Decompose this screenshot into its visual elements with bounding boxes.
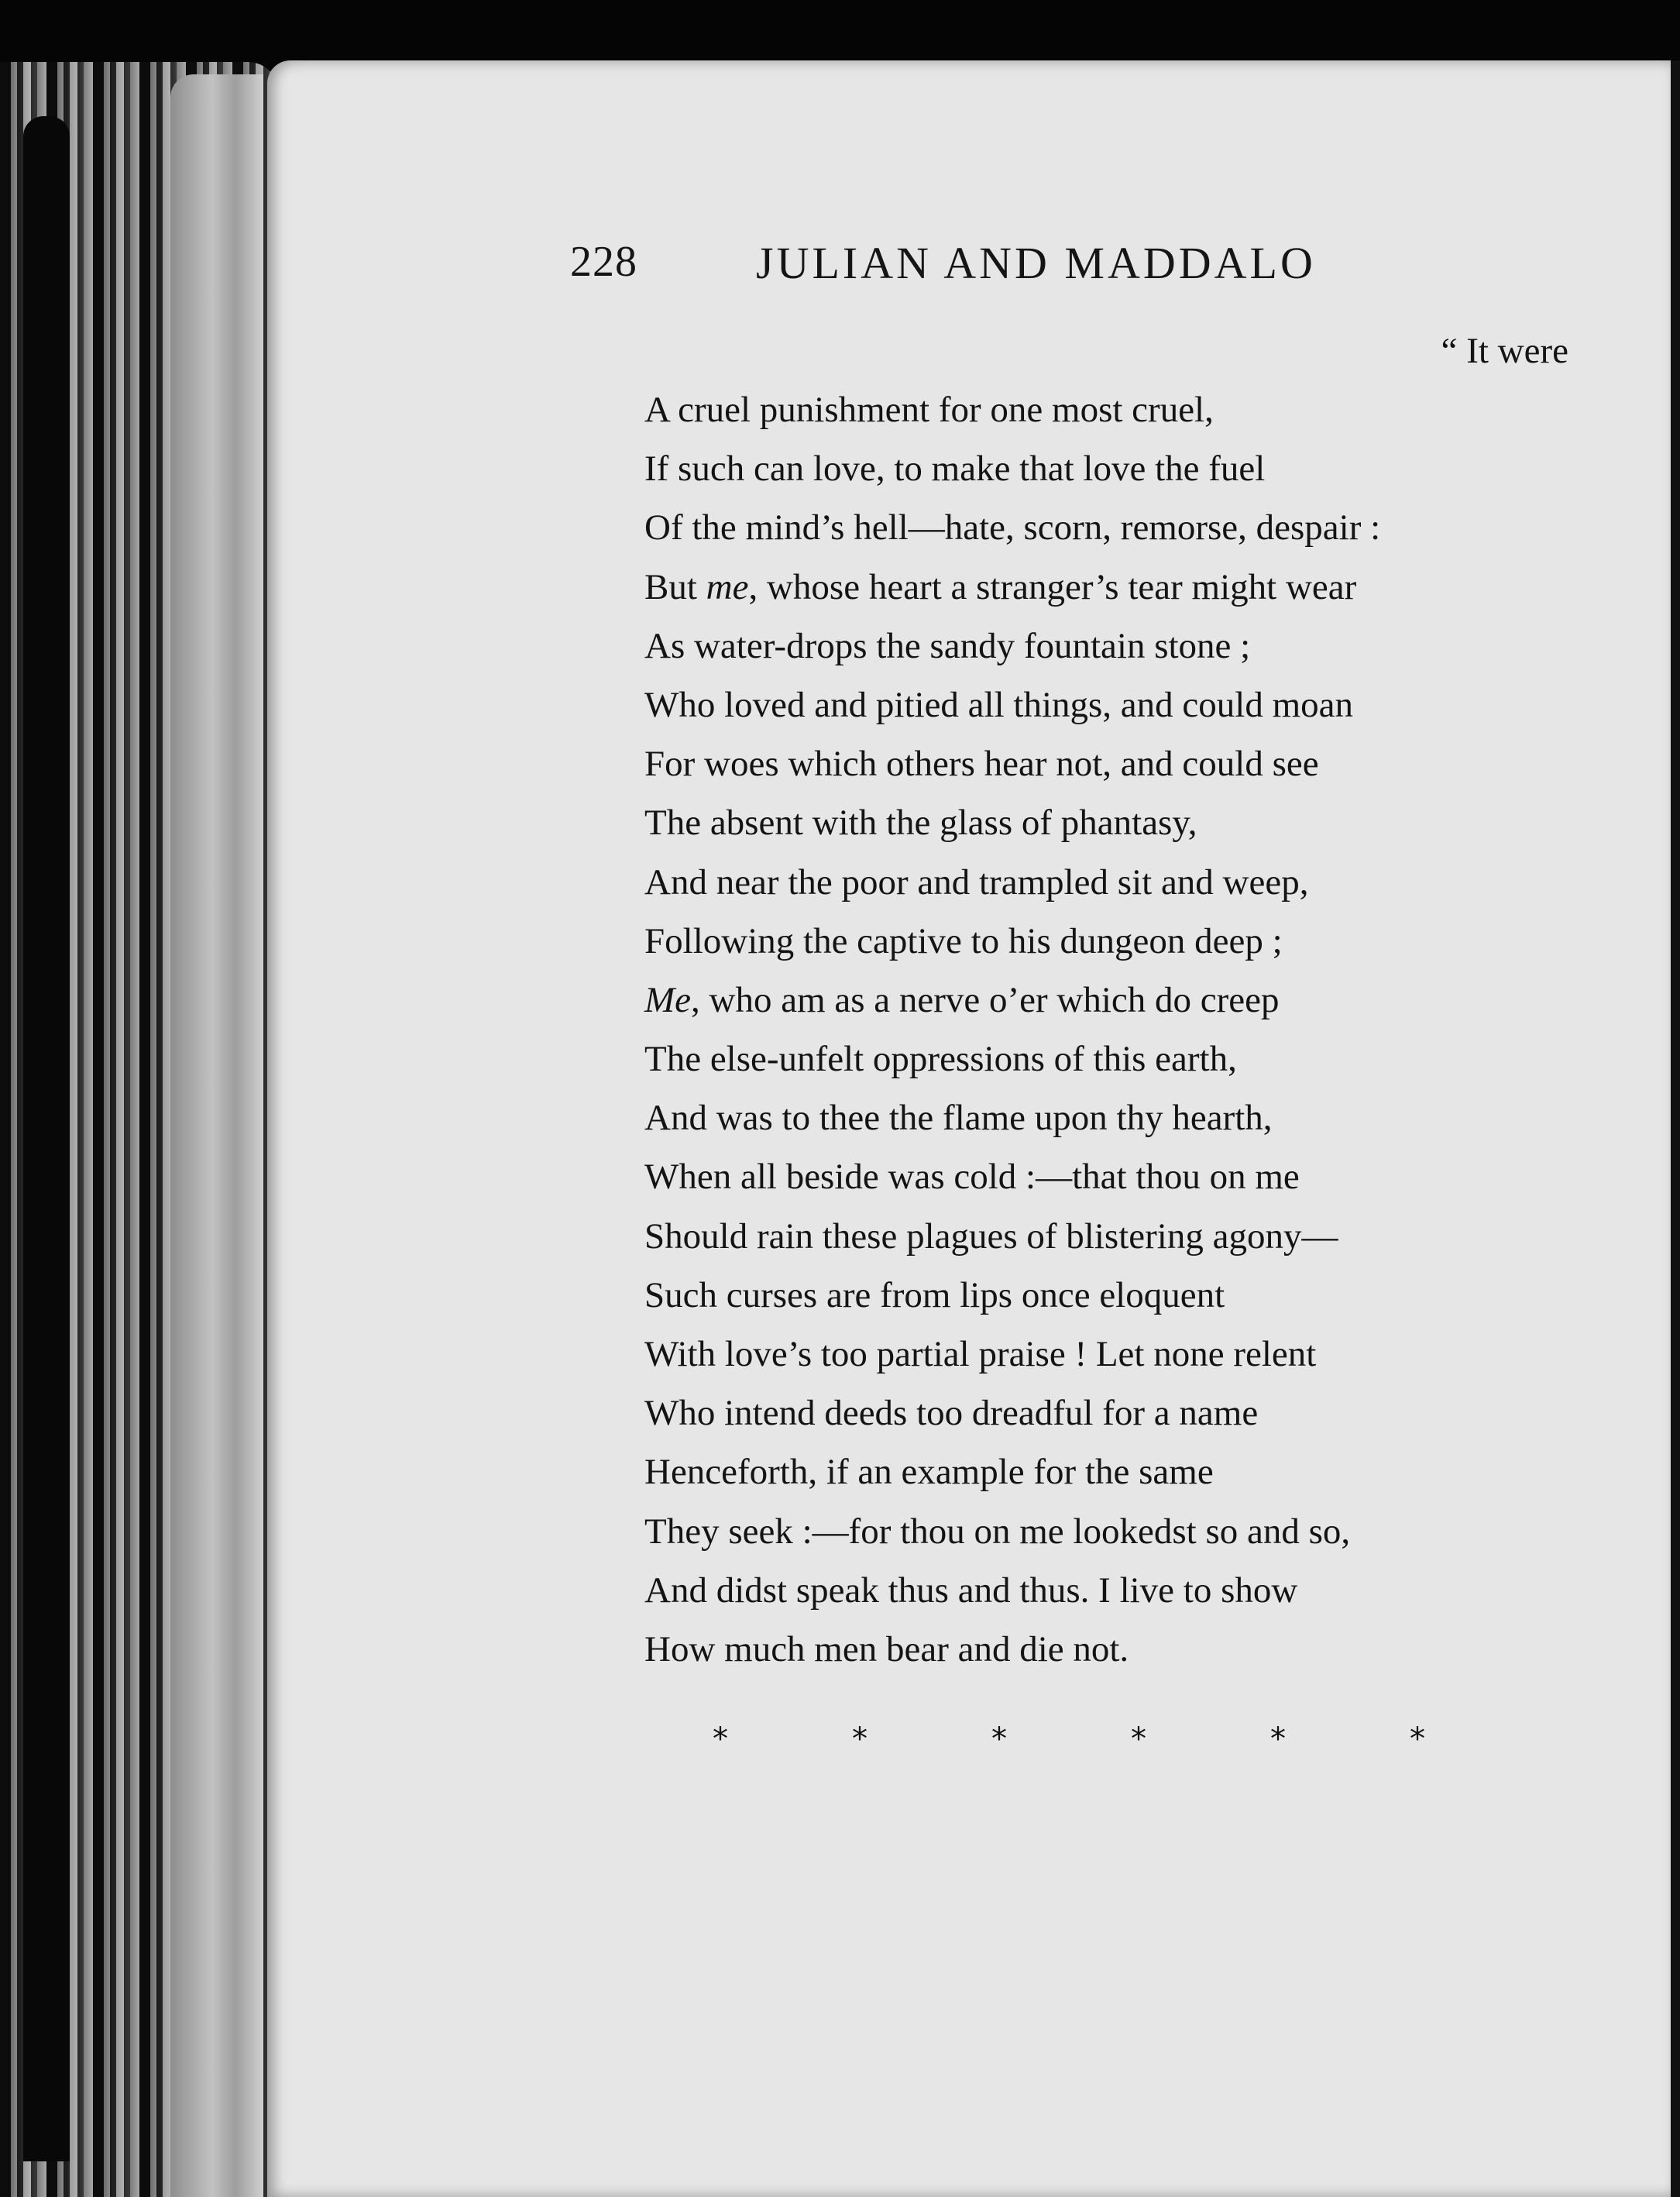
verse-text: Following the captive to his dungeon deep ; xyxy=(644,920,1283,961)
verse-line xyxy=(644,853,1574,912)
verse-text: The absent with the glass of phantasy, xyxy=(644,803,1197,844)
verse-line xyxy=(644,498,1574,557)
verse-text: And was to thee the flame upon thy hearth, xyxy=(644,1098,1273,1139)
poem-text xyxy=(644,321,1574,1679)
verse-text: With love’s too partial praise ! Let none relent xyxy=(644,1334,1317,1374)
asterisk-icon: * xyxy=(1270,1721,1286,1757)
verse-line xyxy=(644,1502,1574,1561)
italic-text: Me xyxy=(644,979,692,1020)
verse-text: But xyxy=(644,566,706,607)
verse-line xyxy=(644,1030,1574,1088)
verse-text: Should rain these plagues of blistering agony— xyxy=(644,1215,1338,1257)
verse-line xyxy=(644,1325,1574,1384)
book-spine-shadow xyxy=(23,116,70,2161)
verse-text: , who am as a nerve o’er which do creep xyxy=(691,979,1280,1020)
verse-text: Who loved and pitied all things, and could moan xyxy=(644,684,1354,725)
page-stack-edge xyxy=(170,74,263,2197)
running-title: JULIAN AND MADDALO xyxy=(756,238,1316,288)
running-head xyxy=(0,237,1680,299)
verse-line xyxy=(644,380,1574,439)
verse-text: As water-drops the sandy fountain stone ; xyxy=(644,625,1251,666)
verse-text: , whose heart a stranger’s tear might wear xyxy=(748,566,1357,607)
verse-text: Of the mind’s hell—hate, scorn, remorse, despair : xyxy=(644,507,1381,548)
poem-opening-line: “ It were xyxy=(1441,331,1568,371)
asterisk-icon: * xyxy=(1131,1721,1146,1757)
asterisk-icon: * xyxy=(991,1721,1007,1757)
verse-text: A cruel punishment for one most cruel, xyxy=(644,390,1214,430)
poem-lines xyxy=(644,380,1574,1679)
verse-line xyxy=(644,676,1574,734)
section-break xyxy=(713,1721,1425,1757)
verse-text: And didst speak thus and thus. I live to show xyxy=(644,1570,1298,1611)
verse-text: If such can love, to make that love the fuel xyxy=(644,449,1266,490)
verse-text: How much men bear and die not. xyxy=(644,1628,1129,1669)
verse-line xyxy=(644,793,1574,852)
verse-text: They seek :—for thou on me lookedst so and so, xyxy=(644,1511,1351,1552)
verse-line xyxy=(644,734,1574,793)
verse-text: Who intend deeds too dreadful for a name xyxy=(644,1393,1259,1434)
verse-line xyxy=(644,1384,1574,1442)
verse-line xyxy=(644,1207,1574,1266)
verse-line xyxy=(644,617,1574,676)
italic-text: me xyxy=(706,566,749,607)
verse-line xyxy=(644,439,1574,498)
verse-line xyxy=(644,1442,1574,1501)
verse-line xyxy=(644,912,1574,971)
verse-line xyxy=(644,1266,1574,1325)
verse-line xyxy=(644,1088,1574,1147)
verse-line xyxy=(644,1620,1574,1679)
asterisk-icon: * xyxy=(1410,1721,1425,1757)
asterisk-icon: * xyxy=(713,1721,728,1757)
verse-line xyxy=(644,971,1574,1030)
page-number: 228 xyxy=(570,238,637,286)
verse-text: When all beside was cold :—that thou on me xyxy=(644,1157,1300,1198)
verse-line xyxy=(644,1561,1574,1620)
verse-text: Henceforth, if an example for the same xyxy=(644,1452,1214,1493)
verse-text: For woes which others hear not, and could see xyxy=(644,744,1319,785)
verse-line xyxy=(644,1147,1574,1206)
verse-text: The else-unfelt oppressions of this earth, xyxy=(644,1039,1237,1080)
verse-text: Such curses are from lips once eloquent xyxy=(644,1274,1225,1315)
asterisk-icon: * xyxy=(852,1721,867,1757)
verse-text: And near the poor and trampled sit and weep, xyxy=(644,861,1309,903)
scan-border xyxy=(1671,60,1680,2197)
verse-line xyxy=(644,558,1574,617)
